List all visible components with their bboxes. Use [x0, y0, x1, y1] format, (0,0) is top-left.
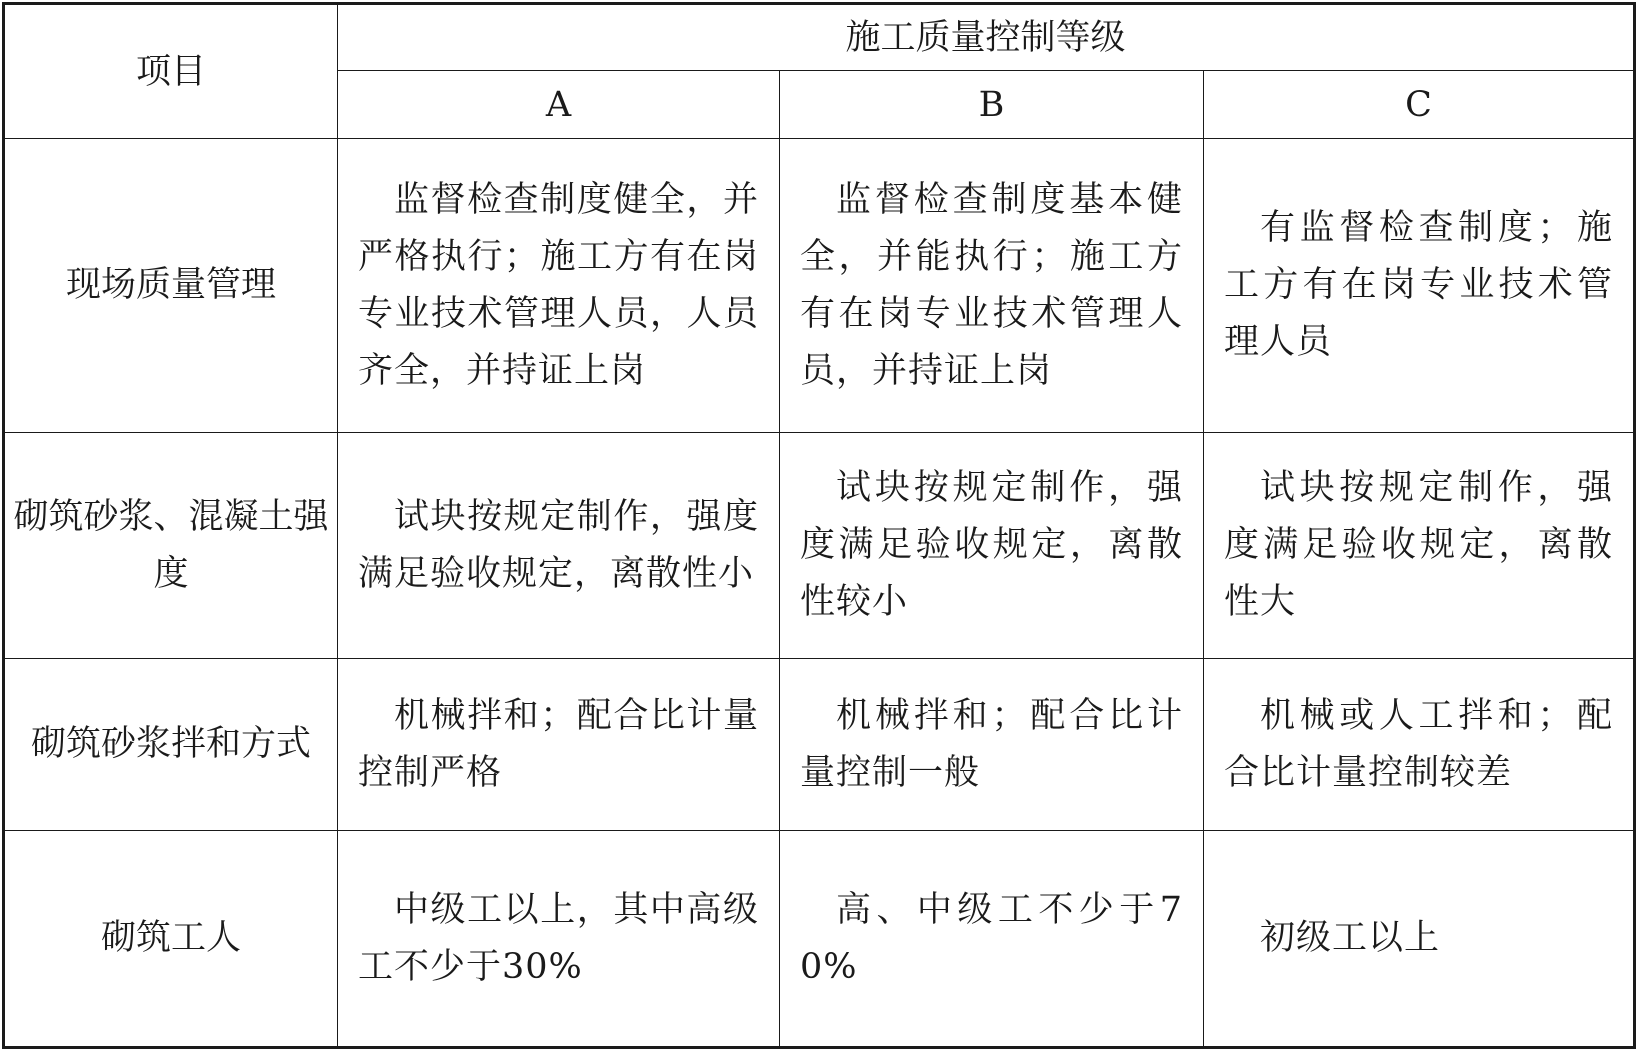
- level-a-cell: 试块按规定制作，强度满足验收规定，离散性小: [338, 433, 780, 659]
- item-column-header: 项目: [4, 4, 338, 139]
- row-item-label: 砌筑砂浆拌和方式: [4, 659, 338, 831]
- level-b-cell: 试块按规定制作，强度满足验收规定，离散性较小: [780, 433, 1204, 659]
- level-a-cell: 监督检查制度健全，并严格执行；施工方有在岗专业技术管理人员，人员齐全，并持证上岗: [338, 139, 780, 433]
- table-row: [4, 659, 1635, 831]
- level-c-cell: 试块按规定制作，强度满足验收规定，离散性大: [1204, 433, 1635, 659]
- quality-control-level-table: [2, 2, 1636, 1049]
- row-item-label: 现场质量管理: [4, 139, 338, 433]
- header-row-group: [4, 4, 1635, 71]
- row-item-label: 砌筑工人: [4, 831, 338, 1048]
- level-c-cell: 初级工以上: [1204, 831, 1635, 1048]
- level-a-cell: 中级工以上，其中高级工不少于30%: [338, 831, 780, 1048]
- table-row: [4, 139, 1635, 433]
- row-item-label: 砌筑砂浆、混凝土强度: [4, 433, 338, 659]
- table-row: [4, 831, 1635, 1048]
- level-b-cell: 监督检查制度基本健全，并能执行；施工方有在岗专业技术管理人员，并持证上岗: [780, 139, 1204, 433]
- quality-level-group-header: 施工质量控制等级: [338, 4, 1635, 71]
- level-a-header: A: [338, 71, 780, 139]
- level-c-cell: 有监督检查制度；施工方有在岗专业技术管理人员: [1204, 139, 1635, 433]
- level-b-cell: 高、中级工不少于70%: [780, 831, 1204, 1048]
- level-c-cell: 机械或人工拌和；配合比计量控制较差: [1204, 659, 1635, 831]
- level-b-cell: 机械拌和；配合比计量控制一般: [780, 659, 1204, 831]
- level-a-cell: 机械拌和；配合比计量控制严格: [338, 659, 780, 831]
- level-b-header: B: [780, 71, 1204, 139]
- table-row: [4, 433, 1635, 659]
- level-c-header: C: [1204, 71, 1635, 139]
